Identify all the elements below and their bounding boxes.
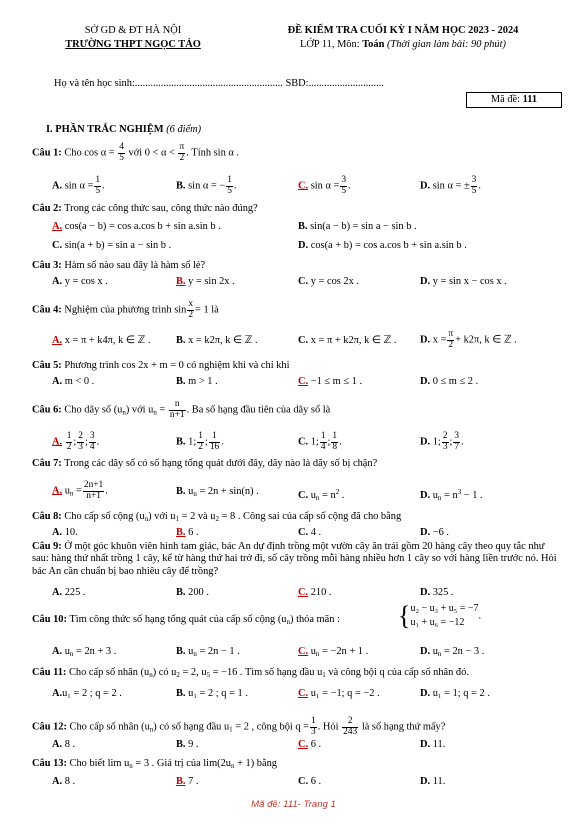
q12-option-c[interactable]: C. 6 . bbox=[298, 739, 322, 750]
q6-option-a[interactable]: A. $\frac{1}{2}$ ; $\frac{2}{3}$ ; $\frac{3}{4}$ . bbox=[52, 431, 100, 452]
exam-code-box bbox=[466, 92, 562, 108]
correct-answer-mark: B. bbox=[176, 276, 186, 287]
q4-option-c[interactable]: C. x = π + k2π, k ∈ ℤ . bbox=[298, 335, 397, 346]
exam-subtitle: LỚP 11, Môn: Toán (Thời gian làm bài: 90 phút) bbox=[300, 39, 506, 50]
q9-option-d[interactable]: D. 325 . bbox=[420, 587, 454, 598]
q2-option-c[interactable]: C. sin(a + b) = sin a − sin b . bbox=[52, 240, 172, 251]
question-9: Câu 9: Ở một góc khuôn viên hình tam giác, bác An dự định trồng một vườn cây ăn trái gồm 20 hàng cây theo quy tắc như sau: hàng thứ nhất trồng 1 cây, kể từ hàng thứ hai trở đi, số cây trồng mỗi hàng nhiều hơn 1 cây so với hàng liền trước nó. Hỏi bác An cần chuẩn bị bao nhiêu cây để trồng? bbox=[32, 541, 557, 577]
q4-option-d[interactable]: D. x = $\frac{\pi}{2}$ + k2π, k ∈ ℤ . bbox=[420, 329, 517, 350]
q12-option-b[interactable]: B. 9 . bbox=[176, 739, 199, 750]
q7-option-a[interactable]: A. $u_n$ = $\frac{2n+1}{n+1}$ . bbox=[52, 480, 108, 501]
correct-answer-mark: C. bbox=[298, 587, 309, 598]
q7-option-d[interactable]: D. $u_n = n^3 - 1$ . bbox=[420, 488, 483, 502]
question-13: Câu 13: Cho biết $\lim u_n = 3$ . Giá trị của $\lim(2u_n + 1)$ bằng bbox=[32, 758, 278, 770]
q6-option-d[interactable]: D. 1; $\frac{2}{3}$ ; $\frac{3}{7}$ . bbox=[420, 431, 464, 452]
q10-option-b[interactable]: B. $u_n = 2n - 1$ . bbox=[176, 646, 240, 658]
q3-option-d[interactable]: D. y = sin x − cos x . bbox=[420, 276, 507, 287]
correct-answer-mark: A. bbox=[52, 436, 63, 448]
q13-option-c[interactable]: C. 6 . bbox=[298, 776, 322, 787]
q13-option-b[interactable]: B. 7 . bbox=[176, 776, 199, 787]
exam-time: (Thời gian làm bài: 90 phút) bbox=[386, 39, 506, 50]
q8-option-d[interactable]: D. −6 . bbox=[420, 527, 449, 538]
question-7: Câu 7: Trong các dãy số có số hạng tổng quát dưới đây, dãy nào là dãy số bị chặn? bbox=[32, 458, 378, 469]
correct-answer-mark: A. bbox=[52, 485, 63, 497]
q4-option-a[interactable]: A. x = π + k4π, k ∈ ℤ . bbox=[52, 335, 151, 346]
q10-option-c[interactable]: C. $u_n = -2n + 1$ . bbox=[298, 646, 369, 658]
fraction: $\frac{4}{5}$ bbox=[119, 142, 124, 163]
correct-answer-mark: C. bbox=[298, 646, 309, 657]
subject-name: Toán bbox=[362, 39, 385, 50]
q1-option-c[interactable]: C. sin α = $\frac{3}{5}$ . bbox=[298, 175, 351, 196]
correct-answer-mark: C. bbox=[298, 739, 309, 750]
student-info-line: Họ và tên học sinh:......................................................... SBD:............................. bbox=[54, 78, 384, 89]
q13-option-a[interactable]: A. 8 . bbox=[52, 776, 76, 787]
exam-header bbox=[238, 24, 568, 52]
q5-option-b[interactable]: B. m > 1 . bbox=[176, 376, 218, 387]
school-header bbox=[48, 24, 218, 52]
q7-option-b[interactable]: B. $u_n = 2n + \sin(n)$ . bbox=[176, 486, 259, 498]
school-name: TRƯỜNG THPT NGỌC TẢO bbox=[65, 39, 201, 50]
q5-option-d[interactable]: D. 0 ≤ m ≤ 2 . bbox=[420, 376, 479, 387]
q10-option-a[interactable]: A. $u_n = 2n + 3$ . bbox=[52, 646, 117, 658]
q12-option-d[interactable]: D. 11. bbox=[420, 739, 446, 750]
q5-option-c[interactable]: C. −1 ≤ m ≤ 1 . bbox=[298, 376, 363, 387]
exam-title: ĐỀ KIỂM TRA CUỐI KỲ I NĂM HỌC 2023 - 2024 bbox=[287, 25, 519, 36]
question-6: Câu 6: Cho dãy số $(u_n)$ với $u_n$ = $\frac{n}{n+1}$ . Ba số hạng đầu tiên của dãy số là bbox=[32, 399, 331, 420]
q9-option-c[interactable]: C. 210 . bbox=[298, 587, 332, 598]
q11-option-b[interactable]: B. u₁ = 2 ; q = 1 . bbox=[176, 688, 248, 699]
q1-option-b[interactable]: B. sin α = − $\frac{1}{5}$ . bbox=[176, 175, 237, 196]
q13-option-d[interactable]: D. 11. bbox=[420, 776, 446, 787]
q5-option-a[interactable]: A. m < 0 . bbox=[52, 376, 95, 387]
q11-option-a[interactable]: A.u₁ = 2 ; q = 2 . bbox=[52, 688, 122, 699]
q8-option-a[interactable]: A. 10. bbox=[52, 527, 78, 538]
q12-option-a[interactable]: A. 8 . bbox=[52, 739, 76, 750]
q1-option-a[interactable]: A. sin α = $\frac{1}{5}$ . bbox=[52, 175, 105, 196]
q3-option-b[interactable]: B. y = sin 2x . bbox=[176, 276, 235, 287]
question-8: Câu 8: Cho cấp số cộng $(u_n)$ với $u_1 = 2$ và $u_2 = 8$ . Công sai của cấp số cộng đã cho bằng bbox=[32, 511, 402, 523]
q11-option-d[interactable]: D. u₁ = 1; q = 2 . bbox=[420, 688, 490, 699]
q6-option-c[interactable]: C. 1; $\frac{1}{4}$ ; $\frac{1}{8}$ . bbox=[298, 431, 342, 452]
q3-option-a[interactable]: A. y = cos x . bbox=[52, 276, 108, 287]
q1-option-d[interactable]: D. sin α = ± $\frac{3}{5}$ . bbox=[420, 175, 481, 196]
question-5: Câu 5: Phương trình cos 2x + m = 0 có nghiệm khi và chỉ khi bbox=[32, 360, 290, 371]
left-brace-icon: { bbox=[398, 600, 411, 631]
q8-option-c[interactable]: C. 4 . bbox=[298, 527, 322, 538]
q9-option-a[interactable]: A. 225 . bbox=[52, 587, 86, 598]
q10-system: { u₂ − u₃ + u₅ = −7 u₁ + u₆ = −12 . bbox=[398, 600, 482, 631]
q4-option-b[interactable]: B. x = k2π, k ∈ ℤ . bbox=[176, 335, 258, 346]
q10-option-d[interactable]: D. $u_n = 2n - 3$ . bbox=[420, 646, 485, 658]
correct-answer-mark: C. bbox=[298, 376, 309, 387]
correct-answer-mark: A. bbox=[52, 221, 63, 232]
q3-option-c[interactable]: C. y = cos 2x . bbox=[298, 276, 360, 287]
q11-option-c[interactable]: C. u₁ = −1; q = −2 . bbox=[298, 688, 380, 699]
q2-option-d[interactable]: D. cos(a + b) = cos a.cos b + sin a.sin b . bbox=[298, 240, 467, 251]
section-title: I. PHẦN TRẮC NGHIỆM (6 điểm) bbox=[46, 124, 202, 135]
question-1: Câu 1: Cho cos α = $\frac{4}{5}$ với 0 < α < $\frac{\pi}{2}$ . Tính sin α . bbox=[32, 142, 239, 163]
correct-answer-mark: B. bbox=[176, 776, 186, 787]
exam-code-value: 111 bbox=[522, 94, 538, 105]
q7-option-c[interactable]: C. $u_n = n^2$ . bbox=[298, 488, 345, 502]
fraction: $\frac{\pi}{2}$ bbox=[179, 142, 185, 163]
q2-option-b[interactable]: B. sin(a − b) = sin a − sin b . bbox=[298, 221, 417, 232]
q9-option-b[interactable]: B. 200 . bbox=[176, 587, 209, 598]
question-4: Câu 4: Nghiệm của phương trình sin $\frac{x}{2}$ = 1 là bbox=[32, 299, 219, 320]
question-11: Câu 11: Cho cấp số nhân $(u_n)$ có $u_2 = 2$, $u_5 = -16$ . Tìm số hạng đầu $u_1$ và công bội q của cấp số nhân đó. bbox=[32, 667, 469, 679]
question-12: Câu 12: Cho cấp số nhân $(u_n)$ có số hạng đầu $u_1 = 2$ , công bội q = $\frac{1}{3}$ . Hỏi $\frac{2}{243}$ là số hạng thứ mấy? bbox=[32, 716, 446, 737]
correct-answer-mark: C. bbox=[298, 688, 309, 699]
department-name: SỞ GD & ĐT HÀ NỘI bbox=[84, 25, 182, 36]
question-3: Câu 3: Hàm số nào sau đây là hàm số lẻ? bbox=[32, 260, 206, 271]
question-2: Câu 2: Trong các công thức sau, công thức nào đúng? bbox=[32, 203, 258, 214]
exam-code-label: Mã đề: bbox=[490, 94, 521, 105]
question-10: Câu 10: Tìm công thức số hạng tổng quát của cấp số cộng $(u_n)$ thỏa mãn : bbox=[32, 614, 340, 626]
q8-option-b[interactable]: B. 6 . bbox=[176, 527, 199, 538]
page-footer: Mã đề: 111- Trang 1 bbox=[251, 799, 336, 810]
correct-answer-mark: B. bbox=[176, 527, 186, 538]
correct-answer-mark: C. bbox=[298, 180, 309, 192]
q6-option-b[interactable]: B. 1; $\frac{1}{2}$ ; $\frac{1}{16}$ . bbox=[176, 431, 224, 452]
correct-answer-mark: A. bbox=[52, 335, 63, 346]
q2-option-a[interactable]: A. cos(a − b) = cos a.cos b + sin a.sin b . bbox=[52, 221, 221, 232]
